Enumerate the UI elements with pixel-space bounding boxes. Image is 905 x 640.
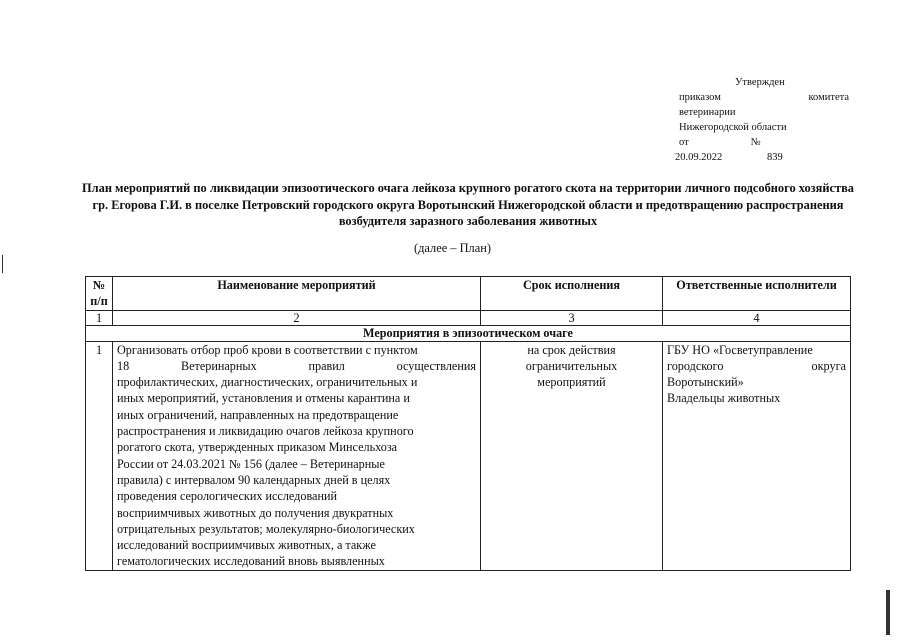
document-subtitle: (далее – План) bbox=[414, 241, 491, 255]
justified-line bbox=[117, 358, 476, 374]
column-number-row bbox=[86, 310, 851, 325]
column-number: 2 bbox=[113, 310, 481, 325]
row-activity: Организовать отбор проб крови в соответствии с пунктом 18 Ветеринарных правил осуществления профилактических, диагностических, ограничительных и иных мероприятий, установления и отмены карантина и иных ограничений, направленных на предотвращение распространения и ликвидацию очагов лейкоза крупного рогатого скота, утвержденных приказом Минсельхоза России от 24.03.2021 № 156 (далее – Ветеринарные правила) с интервалом 90 календарных дней в целях проведения серологических исследований восприимчивых животных до получения двукратных отрицательных результатов; молекулярно-биологических исследований восприимчивых животных, а также гематологических исследований вновь выявленных bbox=[113, 341, 481, 570]
plan-table bbox=[85, 276, 851, 571]
word: округа bbox=[811, 358, 846, 373]
approval-number: 839 bbox=[767, 152, 783, 163]
table-row bbox=[86, 341, 851, 570]
approval-block bbox=[675, 75, 865, 163]
scan-edge-mark bbox=[886, 590, 890, 635]
document-title: План мероприятий по ликвидации эпизоотического очага лейкоза крупного рогатого скота на территории личного подсобного хозяйства гр. Егорова Г.И. в поселке Петровский городского округа Воротынский Нижегородской области и предотвращению распространения возбудителя заразного заболевания животных bbox=[82, 181, 854, 228]
scan-edge-mark bbox=[2, 255, 3, 273]
header-deadline: Срок исполнения bbox=[481, 277, 663, 311]
row-responsible: ГБУ НО «Госветуправление городского округа Воротынский» Владельцы животных bbox=[663, 341, 851, 570]
approval-date: 20.09.2022 bbox=[675, 152, 723, 163]
word: осуществления bbox=[396, 358, 476, 373]
word: городского bbox=[667, 358, 724, 373]
justified-line bbox=[667, 358, 846, 374]
row-number: 1 bbox=[86, 341, 113, 570]
column-number: 4 bbox=[663, 310, 851, 325]
section-title: Мероприятия в эпизоотическом очаге bbox=[86, 325, 851, 341]
approval-title: Утвержден bbox=[735, 77, 785, 88]
section-row bbox=[86, 325, 851, 341]
header-responsible: Ответственные исполнители bbox=[663, 277, 851, 311]
approval-committee: ветеринарии bbox=[679, 107, 736, 118]
table-header-row bbox=[86, 277, 851, 311]
row-deadline: на срок действия ограничительных мероприятий bbox=[481, 341, 663, 570]
header-name: Наименование мероприятий bbox=[113, 277, 481, 311]
column-number: 3 bbox=[481, 310, 663, 325]
approval-order-line: приказом комитета bbox=[679, 92, 849, 103]
header-num: № п/п bbox=[86, 277, 113, 311]
approval-date-number-labels: от № bbox=[679, 137, 761, 148]
word: правил bbox=[308, 358, 345, 373]
column-number: 1 bbox=[86, 310, 113, 325]
approval-region: Нижегородской области bbox=[679, 122, 787, 133]
word: 18 bbox=[117, 358, 130, 373]
word: Ветеринарных bbox=[180, 358, 257, 373]
